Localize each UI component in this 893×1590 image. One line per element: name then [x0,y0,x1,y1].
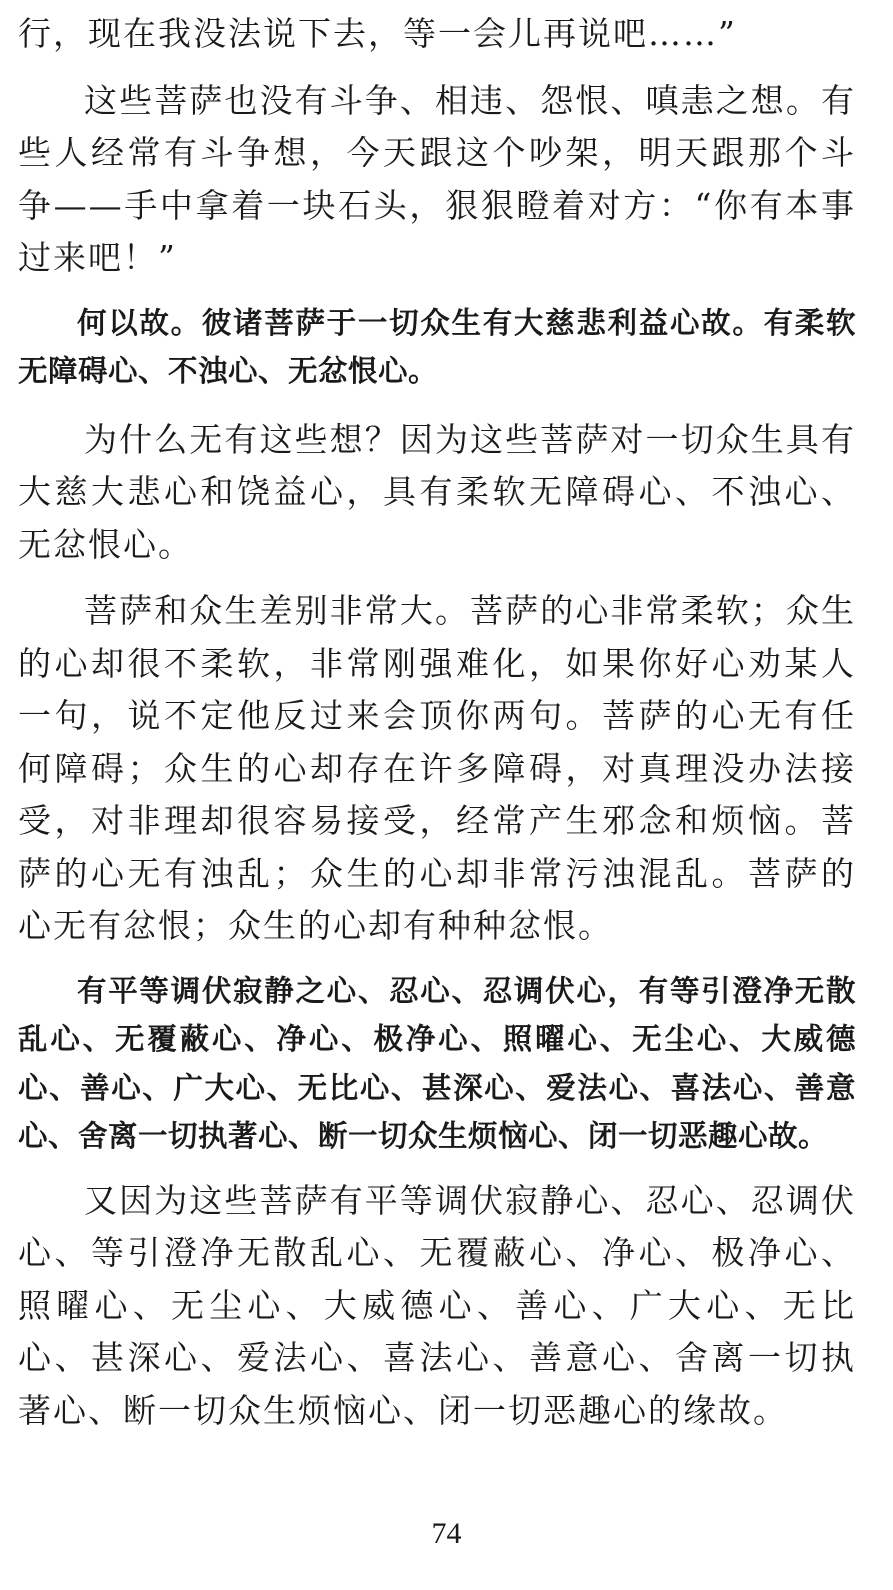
paragraph-continuation: 行，现在我没法说下去，等一会儿再说吧……” [18,14,737,53]
paragraph-sutra-quote: 有平等调伏寂静之心、忍心、忍调伏心，有等引澄净无散乱心、无覆蔽心、净心、极净心、照曜心、无尘心、大威德心、善心、广大心、无比心、甚深心、爱法心、喜法心、善意心、舍离一切执著心、断一切众生烦恼心、闭一切恶趣心故。 [18,973,856,1153]
paragraph-commentary: 菩萨和众生差别非常大。菩萨的心非常柔软；众生的心却很不柔软，非常刚强难化，如果你好心劝某人一句，说不定他反过来会顶你两句。菩萨的心无有任何障碍；众生的心却存在许多障碍，对真理没办法接受，对非理却很容易接受，经常产生邪念和烦恼。菩萨的心无有浊乱；众生的心却非常污浊混乱。菩萨的心无有忿恨；众生的心却有种种忿恨。 [18,591,856,945]
paragraph-sutra-quote: 何以故。彼诸菩萨于一切众生有大慈悲利益心故。有柔软无障碍心、不浊心、无忿恨心。 [18,305,856,388]
paragraph-commentary: 为什么无有这些想？因为这些菩萨对一切众生具有大慈大悲心和饶益心，具有柔软无障碍心、不浊心、无忿恨心。 [18,419,856,564]
paragraph-commentary: 这些菩萨也没有斗争、相违、怨恨、嗔恚之想。有些人经常有斗争想，今天跟这个吵架，明天跟那个斗争——手中拿着一块石头，狠狠瞪着对方：“你有本事过来吧！” [18,80,856,277]
page-number: 74 [431,1517,462,1550]
paragraph-commentary: 又因为这些菩萨有平等调伏寂静心、忍心、忍调伏心、等引澄净无散乱心、无覆蔽心、净心、极净心、照曜心、无尘心、大威德心、善心、广大心、无比心、甚深心、爱法心、喜法心、善意心、舍离一切执著心、断一切众生烦恼心、闭一切恶趣心的缘故。 [18,1180,856,1430]
page-body [18,8,856,1437]
